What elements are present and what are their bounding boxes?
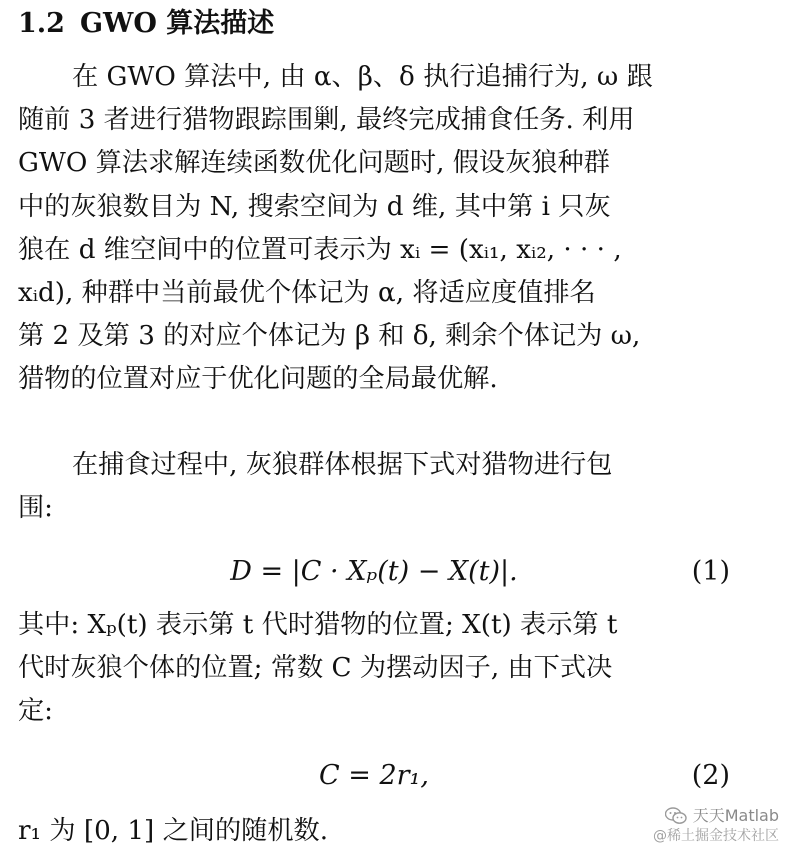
watermark-channel: 天天Matlab	[692, 806, 779, 825]
equation-number: (1)	[691, 556, 730, 587]
text-line: 第 2 及第 3 的对应个体记为 β 和 δ, 剩余个体记为 ω,	[18, 321, 641, 352]
equation-1	[18, 550, 730, 594]
text-line: 代时灰狼个体的位置; 常数 C 为摆动因子, 由下式决	[18, 653, 613, 684]
wechat-icon	[665, 807, 687, 825]
paragraph-encircling	[18, 444, 730, 530]
equation-2	[18, 754, 730, 798]
paragraph-random	[18, 810, 730, 853]
text-line: 其中: Xₚ(t) 表示第 t 代时猎物的位置; X(t) 表示第 t	[18, 610, 618, 640]
text-line: GWO 算法求解连续函数优化问题时, 假设灰狼种群	[18, 148, 610, 179]
equation-body: C = 2r₁,	[319, 760, 429, 791]
paragraph-where	[18, 604, 730, 734]
section-heading	[18, 8, 274, 40]
section-title: GWO 算法描述	[80, 8, 275, 39]
text-line: 中的灰狼数目为 N, 搜索空间为 d 维, 其中第 i 只灰	[18, 191, 611, 222]
equation-body: D = |C · Xₚ(t) − X(t)|.	[230, 556, 518, 587]
section-number: 1.2	[18, 8, 65, 39]
text-line: 围:	[18, 493, 54, 524]
watermark	[653, 806, 779, 846]
text-line: 在 GWO 算法中, 由 α、β、δ 执行追捕行为, ω 跟	[72, 62, 653, 92]
text-line: xᵢd), 种群中当前最优个体记为 α, 将适应度值排名	[18, 277, 596, 308]
watermark-site: @稀土掘金技术社区	[653, 828, 779, 844]
paragraph-gwo-description	[18, 56, 730, 402]
text-line: 在捕食过程中, 灰狼群体根据下式对猎物进行包	[72, 450, 613, 480]
equation-number: (2)	[691, 760, 730, 791]
text-line: 猎物的位置对应于优化问题的全局最优解.	[18, 364, 498, 395]
watermark-channel-row	[653, 806, 779, 826]
text-line: 狼在 d 维空间中的位置可表示为 xᵢ = (xᵢ₁, xᵢ₂, · · · ,	[18, 234, 622, 265]
text-line: r₁ 为 [0, 1] 之间的随机数.	[18, 816, 329, 846]
text-line: 随前 3 者进行猎物跟踪围剿, 最终完成捕食任务. 利用	[18, 105, 635, 136]
text-line: 定:	[18, 696, 54, 727]
